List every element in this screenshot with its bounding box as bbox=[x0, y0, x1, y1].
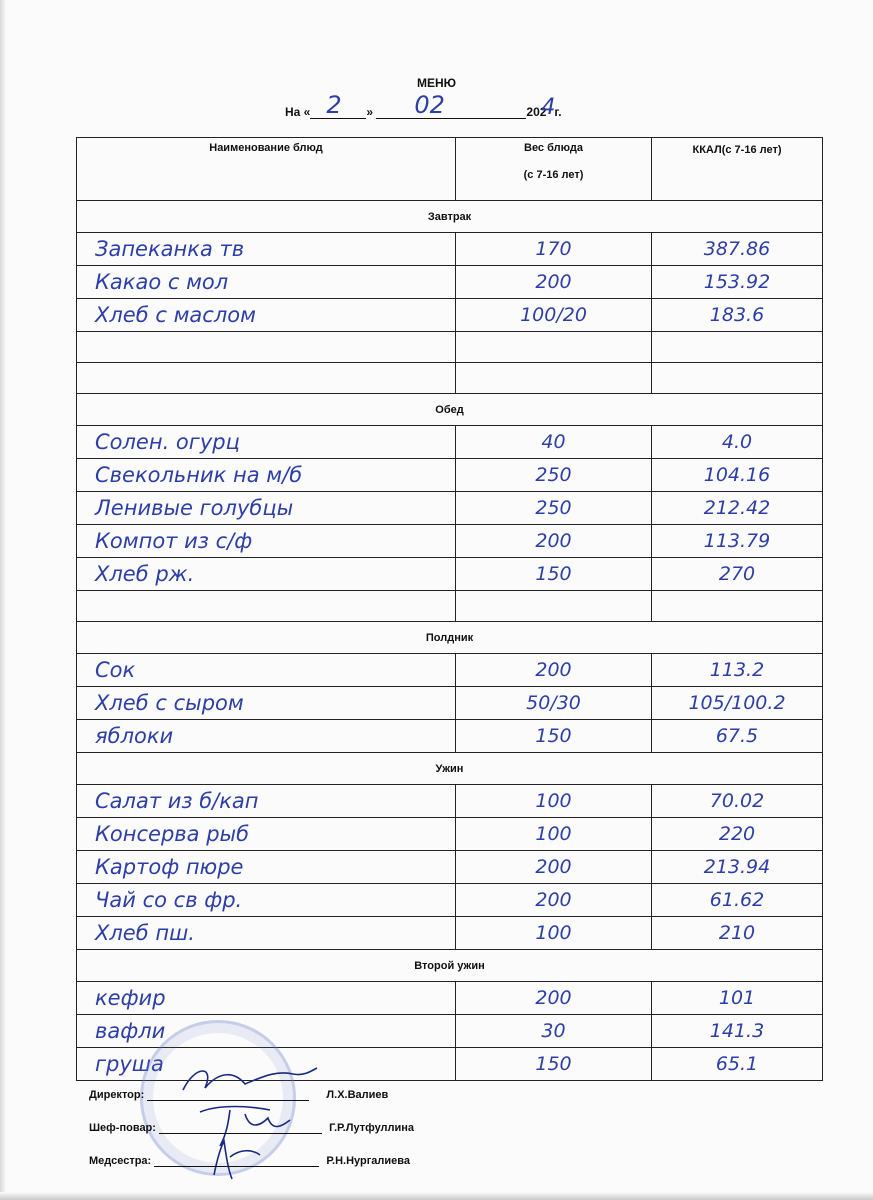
dish-name-cell bbox=[77, 884, 456, 917]
table-row bbox=[77, 558, 823, 591]
empty-row bbox=[77, 332, 823, 363]
dish-kcal-cell bbox=[652, 654, 823, 687]
dish-name: Свекольник на м/б bbox=[95, 463, 303, 487]
dish-kcal: 70.02 bbox=[709, 790, 765, 812]
dish-weight-cell bbox=[456, 1015, 652, 1048]
date-prefix: На « bbox=[285, 105, 311, 119]
dish-weight: 200 bbox=[535, 659, 572, 681]
dish-name-cell bbox=[77, 492, 456, 525]
dish-weight-cell bbox=[456, 332, 652, 363]
dish-weight-cell bbox=[456, 917, 652, 950]
table-row bbox=[77, 982, 823, 1015]
nurse-name: Р.Н.Нургалиева bbox=[326, 1155, 411, 1167]
section-header-row bbox=[77, 622, 823, 654]
dish-weight: 50/30 bbox=[526, 692, 581, 714]
director-name: Л.Х.Валиев bbox=[326, 1089, 389, 1101]
empty-row bbox=[77, 591, 823, 622]
nurse-role: Медсестра: bbox=[89, 1155, 152, 1167]
dish-kcal: 113.2 bbox=[709, 659, 765, 681]
dish-name-cell bbox=[77, 851, 456, 884]
dish-weight: 200 bbox=[535, 530, 572, 552]
dish-name: Чай со св фр. bbox=[95, 888, 243, 912]
dish-name: Ленивые голубцы bbox=[95, 496, 294, 520]
dish-weight: 170 bbox=[535, 238, 572, 260]
col-header-name: Наименование блюд bbox=[77, 138, 456, 201]
dish-weight-cell bbox=[456, 720, 652, 753]
dish-kcal-cell bbox=[652, 299, 823, 332]
dish-kcal: 213.94 bbox=[703, 856, 771, 878]
dish-weight-cell bbox=[456, 851, 652, 884]
dish-weight-cell bbox=[456, 426, 652, 459]
director-role: Директор: bbox=[89, 1089, 145, 1101]
dish-kcal: 210 bbox=[718, 922, 756, 944]
dish-weight: 40 bbox=[541, 431, 566, 453]
table-row bbox=[77, 851, 823, 884]
dish-name: Картоф пюре bbox=[95, 855, 244, 879]
dish-name-cell bbox=[77, 332, 456, 363]
section-title: Второй ужин bbox=[77, 950, 823, 982]
section-header-row bbox=[77, 394, 823, 426]
dish-weight-cell bbox=[456, 459, 652, 492]
dish-weight-cell bbox=[456, 233, 652, 266]
director-signature-line bbox=[89, 1089, 388, 1101]
month-field bbox=[376, 91, 526, 119]
dish-weight-cell bbox=[456, 982, 652, 1015]
chef-name: Г.Р.Лутфуллина bbox=[329, 1122, 415, 1134]
dish-kcal-cell bbox=[652, 884, 823, 917]
dish-kcal: 183.6 bbox=[709, 304, 765, 326]
dish-name-cell bbox=[77, 818, 456, 851]
menu-table bbox=[76, 137, 823, 1081]
dish-kcal: 212.42 bbox=[703, 497, 771, 519]
dish-kcal-cell bbox=[652, 233, 823, 266]
dish-kcal-cell bbox=[652, 591, 823, 622]
dish-name: Хлеб пш. bbox=[95, 921, 195, 945]
dish-weight: 150 bbox=[535, 725, 572, 747]
dish-weight: 200 bbox=[535, 271, 572, 293]
dish-name-cell bbox=[77, 917, 456, 950]
dish-name-cell bbox=[77, 720, 456, 753]
dish-name: Солен. огурц bbox=[95, 430, 240, 454]
table-row bbox=[77, 426, 823, 459]
dish-name: Консерва рыб bbox=[95, 822, 250, 846]
dish-kcal: 61.62 bbox=[709, 889, 765, 911]
dish-name-cell bbox=[77, 785, 456, 818]
day-value: 2 bbox=[326, 91, 342, 119]
dish-weight-cell bbox=[456, 266, 652, 299]
dish-kcal: 4.0 bbox=[721, 431, 753, 453]
dish-weight-cell bbox=[456, 558, 652, 591]
nurse-signature-line bbox=[89, 1155, 410, 1167]
section-header-row bbox=[77, 201, 823, 233]
dish-kcal-cell bbox=[652, 459, 823, 492]
dish-kcal-cell bbox=[652, 851, 823, 884]
dish-kcal: 220 bbox=[718, 823, 756, 845]
section-title: Полдник bbox=[77, 622, 823, 654]
signature-underline bbox=[159, 1122, 322, 1134]
dish-weight-cell bbox=[456, 525, 652, 558]
table-row bbox=[77, 492, 823, 525]
date-mid: » bbox=[366, 105, 374, 119]
dish-kcal-cell bbox=[652, 818, 823, 851]
dish-kcal-cell bbox=[652, 1048, 823, 1081]
dish-weight-cell bbox=[456, 687, 652, 720]
dish-name: Запеканка тв bbox=[95, 237, 245, 261]
dish-kcal-cell bbox=[652, 558, 823, 591]
year-digit: 4 bbox=[541, 95, 556, 120]
dish-kcal-cell bbox=[652, 720, 823, 753]
year-prefix: 202 bbox=[526, 105, 547, 119]
dish-weight: 100 bbox=[535, 823, 572, 845]
dish-kcal: 387.86 bbox=[703, 238, 771, 260]
signature-underline bbox=[154, 1155, 319, 1167]
day-field bbox=[310, 91, 366, 119]
dish-weight-cell bbox=[456, 884, 652, 917]
dish-kcal: 104.16 bbox=[703, 464, 771, 486]
col-header-weight: Вес блюда (с 7-16 лет) bbox=[456, 138, 652, 201]
dish-name-cell bbox=[77, 558, 456, 591]
dish-kcal: 105/100.2 bbox=[688, 692, 786, 714]
dish-name-cell bbox=[77, 525, 456, 558]
document-title: МЕНЮ bbox=[416, 76, 457, 90]
table-row bbox=[77, 785, 823, 818]
table-row bbox=[77, 884, 823, 917]
date-line bbox=[285, 91, 562, 120]
dish-weight: 100 bbox=[535, 790, 572, 812]
table-row bbox=[77, 459, 823, 492]
dish-weight: 150 bbox=[535, 563, 572, 585]
dish-name: груша bbox=[95, 1052, 164, 1076]
dish-name: Хлеб с маслом bbox=[95, 303, 256, 327]
dish-kcal: 101 bbox=[718, 987, 756, 1009]
dish-name-cell bbox=[77, 459, 456, 492]
signature-underline bbox=[147, 1089, 309, 1101]
col-header-kcal: ККАЛ(с 7-16 лет) bbox=[652, 138, 823, 201]
scan-edge-bottom bbox=[0, 1192, 873, 1200]
dish-weight: 100/20 bbox=[520, 304, 587, 326]
month-value: 02 bbox=[414, 91, 445, 119]
dish-weight: 200 bbox=[535, 987, 572, 1009]
dish-kcal: 153.92 bbox=[703, 271, 771, 293]
table-row bbox=[77, 233, 823, 266]
dish-weight: 30 bbox=[541, 1020, 566, 1042]
dish-kcal: 113.79 bbox=[703, 530, 771, 552]
year-suffix: г. bbox=[554, 105, 562, 119]
dish-kcal-cell bbox=[652, 525, 823, 558]
dish-kcal: 270 bbox=[718, 563, 756, 585]
dish-name-cell bbox=[77, 426, 456, 459]
dish-weight-cell bbox=[456, 818, 652, 851]
dish-weight-cell bbox=[456, 363, 652, 394]
dish-name-cell bbox=[77, 687, 456, 720]
dish-name: кефир bbox=[95, 986, 166, 1010]
dish-name-cell bbox=[77, 654, 456, 687]
section-title: Обед bbox=[77, 394, 823, 426]
dish-weight-cell bbox=[456, 591, 652, 622]
dish-weight-cell bbox=[456, 299, 652, 332]
dish-kcal-cell bbox=[652, 332, 823, 363]
table-row bbox=[77, 917, 823, 950]
dish-name-cell bbox=[77, 266, 456, 299]
dish-name-cell bbox=[77, 299, 456, 332]
dish-weight-cell bbox=[456, 1048, 652, 1081]
dish-weight: 100 bbox=[535, 922, 572, 944]
dish-name: Хлеб рж. bbox=[95, 562, 195, 586]
dish-weight: 250 bbox=[535, 497, 572, 519]
dish-weight: 200 bbox=[535, 856, 572, 878]
dish-name-cell bbox=[77, 982, 456, 1015]
table-row bbox=[77, 299, 823, 332]
dish-kcal-cell bbox=[652, 917, 823, 950]
dish-kcal: 67.5 bbox=[715, 725, 759, 747]
dish-weight: 200 bbox=[535, 889, 572, 911]
section-title: Ужин bbox=[77, 753, 823, 785]
dish-kcal-cell bbox=[652, 492, 823, 525]
dish-kcal-cell bbox=[652, 363, 823, 394]
dish-name: яблоки bbox=[95, 724, 174, 748]
dish-kcal-cell bbox=[652, 982, 823, 1015]
dish-weight: 150 bbox=[535, 1053, 572, 1075]
dish-name: Компот из с/ф bbox=[95, 529, 253, 553]
dish-name: Хлеб с сыром bbox=[95, 691, 244, 715]
dish-kcal-cell bbox=[652, 1015, 823, 1048]
dish-kcal-cell bbox=[652, 687, 823, 720]
dish-weight: 250 bbox=[535, 464, 572, 486]
section-header-row bbox=[77, 753, 823, 785]
table-row bbox=[77, 687, 823, 720]
chef-signature-line bbox=[89, 1122, 414, 1134]
table-row bbox=[77, 266, 823, 299]
dish-name: Сок bbox=[95, 658, 136, 682]
dish-weight-cell bbox=[456, 492, 652, 525]
dish-kcal: 141.3 bbox=[709, 1020, 765, 1042]
table-row bbox=[77, 720, 823, 753]
table-row bbox=[77, 818, 823, 851]
dish-name: вафли bbox=[95, 1019, 166, 1043]
table-row bbox=[77, 525, 823, 558]
scan-edge bbox=[0, 0, 6, 1200]
chef-role: Шеф-повар: bbox=[89, 1122, 156, 1134]
dish-name: Салат из б/кап bbox=[95, 789, 259, 813]
dish-name-cell bbox=[77, 233, 456, 266]
dish-weight-cell bbox=[456, 785, 652, 818]
dish-kcal-cell bbox=[652, 426, 823, 459]
dish-name: Какао с мол bbox=[95, 270, 229, 294]
dish-kcal: 65.1 bbox=[715, 1053, 759, 1075]
year-digit-field bbox=[541, 95, 556, 120]
section-title: Завтрак bbox=[77, 201, 823, 233]
table-row bbox=[77, 654, 823, 687]
empty-row bbox=[77, 363, 823, 394]
dish-name-cell bbox=[77, 363, 456, 394]
table-header-row bbox=[77, 138, 823, 201]
dish-kcal-cell bbox=[652, 266, 823, 299]
dish-weight-cell bbox=[456, 654, 652, 687]
section-header-row bbox=[77, 950, 823, 982]
dish-name-cell bbox=[77, 591, 456, 622]
dish-kcal-cell bbox=[652, 785, 823, 818]
